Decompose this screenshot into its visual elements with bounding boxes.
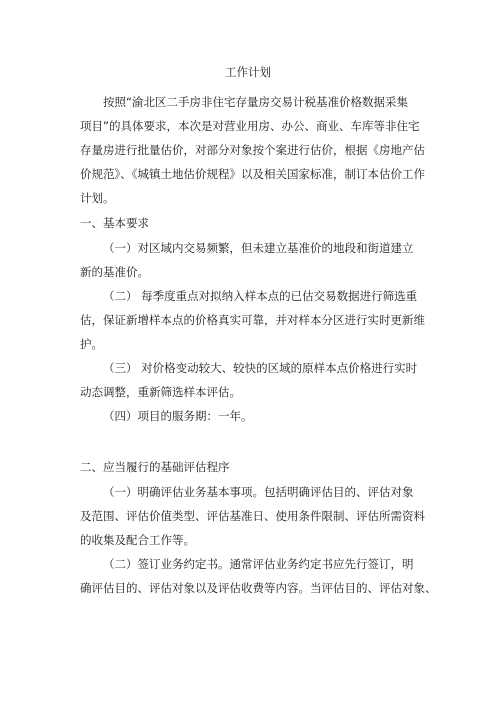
paragraph-line: 动态调整，重新筛选样本评估。 (80, 385, 241, 399)
paragraph-line: 存量房进行批量估价，对部分对象按个案进行估价，根据《房地产估 (80, 143, 425, 157)
section-heading: 一、基本要求 (80, 216, 149, 230)
paragraph-line: 护。 (80, 337, 103, 351)
paragraph-line: 的收集及配合工作等。 (80, 533, 195, 547)
paragraph-line: 估，保证新增样本点的价格真实可靠，并对样本分区进行实时更新维 (80, 313, 425, 327)
paragraph-line: （一）对区域内交易频繁，但未建立基准价的地段和街道建立 (103, 241, 414, 255)
paragraph-line: 计划。 (80, 191, 115, 205)
paragraph-line: （三） 对价格变动较大、较快的区域的原样本点价格进行实时 (103, 361, 418, 375)
paragraph-line: （二）签订业务约定书。通常评估业务约定书应先行签订，明 (103, 557, 414, 571)
section-heading: 二、应当履行的基础评估程序 (80, 460, 230, 474)
paragraph-line: 新的基准价。 (80, 265, 149, 279)
paragraph-line: 及范围、评估价值类型、评估基准日、使用条件限制、评估所需资料 (80, 509, 425, 523)
paragraph-line: 按照“渝北区二手房非住宅存量房交易计税基准价格数据采集 (103, 95, 408, 109)
paragraph-line: （四）项目的服务期：一年。 (103, 409, 253, 423)
paragraph-line: 确评估目的、评估对象以及评估收费等内容。当评估目的、评估对象、 (80, 581, 437, 595)
paragraph-line: 项目”的具体要求，本次是对营业用房、办公、商业、车库等非住宅 (80, 119, 420, 133)
paragraph-line: （一）明确评估业务基本事项。包括明确评估目的、评估对象 (103, 485, 414, 499)
paragraph-line: （二） 每季度重点对拟纳入样本点的已估交易数据进行筛选重 (103, 289, 418, 303)
document-title: 工作计划 (225, 65, 271, 79)
paragraph-line: 价规范》、《城镇土地估价规程》以及相关国家标准，制订本估价工作 (80, 167, 425, 181)
